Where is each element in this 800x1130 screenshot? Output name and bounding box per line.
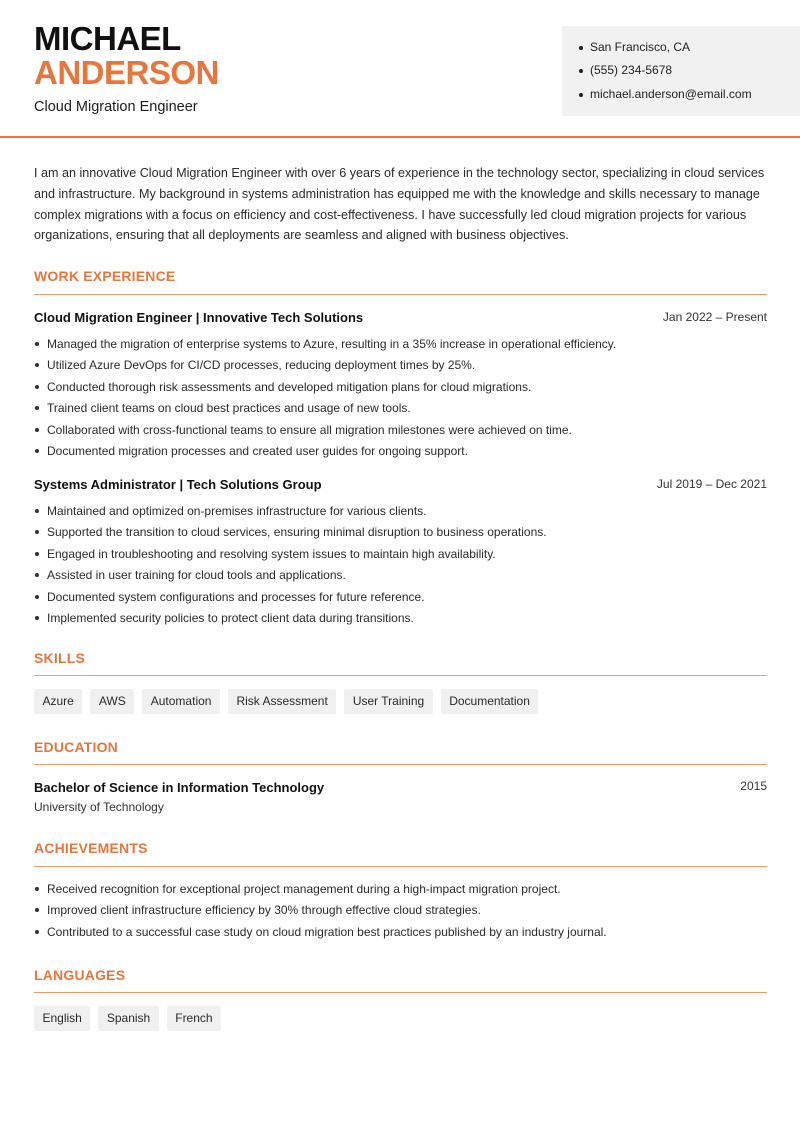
graduation-year: 2015 — [740, 779, 767, 793]
languages-tags — [34, 1006, 221, 1031]
language-tag: English — [34, 1006, 90, 1031]
contact-box — [562, 26, 800, 116]
job-dates: Jul 2019 – Dec 2021 — [656, 477, 767, 491]
education-entry — [34, 779, 767, 814]
contact-phone: (555) 234-5678 — [590, 63, 673, 77]
skill-tag: User Training — [344, 689, 432, 714]
resume-header — [0, 0, 800, 138]
job-title: Cloud Migration Engineer — [34, 99, 198, 115]
skill-tag: Documentation — [441, 689, 539, 714]
education-heading: EDUCATION — [34, 739, 118, 755]
section-divider — [34, 764, 767, 765]
list-item: Engaged in troubleshooting and resolving system issues to maintain high availability. — [34, 546, 767, 567]
school-name: University of Technology — [34, 800, 164, 814]
skill-tag: Automation — [142, 689, 220, 714]
contact-email: michael.anderson@email.com — [590, 87, 752, 101]
section-divider — [34, 992, 767, 993]
work-experience-heading: WORK EXPERIENCE — [34, 268, 176, 284]
candidate-name — [34, 22, 219, 90]
list-item: Trained client teams on cloud best practices and usage of new tools. — [34, 400, 767, 421]
languages-heading: LANGUAGES — [34, 967, 126, 983]
achievements-heading: ACHIEVEMENTS — [34, 840, 148, 856]
list-item: Documented system configurations and processes for future reference. — [34, 589, 767, 610]
list-item: Collaborated with cross-functional teams to ensure all migration milestones were achieved on time. — [34, 422, 767, 443]
list-item: Maintained and optimized on-premises infrastructure for various clients. — [34, 503, 767, 524]
section-divider — [34, 675, 767, 676]
skills-heading: SKILLS — [34, 650, 85, 666]
summary-paragraph: I am an innovative Cloud Migration Engineer with over 6 years of experience in the technology sector, specializing in cloud services and infrastructure. My background in systems administration has equipped me with the knowledge and skills necessary to manage complex migrations with a focus on efficiency and cost-effectiveness. I have successfully led cloud migration projects for various organizations, ensuring that all deployments are seamless and aligned with business objectives. — [34, 166, 765, 243]
achievements-list — [34, 881, 767, 945]
skills-tags — [34, 689, 538, 714]
job-bullets — [34, 503, 767, 631]
job-dates: Jan 2022 – Present — [662, 310, 767, 324]
list-item: Utilized Azure DevOps for CI/CD processes, reducing deployment times by 25%. — [34, 357, 767, 378]
list-item: Supported the transition to cloud services, ensuring minimal disruption to business operations. — [34, 524, 767, 545]
skill-tag: Risk Assessment — [228, 689, 336, 714]
job-role: Cloud Migration Engineer | Innovative Tech Solutions — [34, 310, 364, 325]
list-item: Received recognition for exceptional project management during a high-impact migration project. — [34, 881, 767, 902]
list-item: Assisted in user training for cloud tools and applications. — [34, 567, 767, 588]
list-item: Managed the migration of enterprise systems to Azure, resulting in a 35% increase in operational efficiency. — [34, 336, 767, 357]
list-item: Documented migration processes and created user guides for ongoing support. — [34, 443, 767, 464]
language-tag: Spanish — [98, 1006, 158, 1031]
contact-location: San Francisco, CA — [590, 40, 691, 54]
section-divider — [34, 866, 767, 867]
list-item: Implemented security policies to protect client data during transitions. — [34, 610, 767, 631]
job-header — [34, 310, 767, 325]
job-role: Systems Administrator | Tech Solutions Group — [34, 477, 322, 492]
skill-tag: AWS — [90, 689, 134, 714]
list-item: Conducted thorough risk assessments and developed mitigation plans for cloud migrations. — [34, 379, 767, 400]
first-name: MICHAEL — [34, 20, 181, 57]
last-name: ANDERSON — [34, 54, 219, 91]
skill-tag: Azure — [34, 689, 82, 714]
job-bullets — [34, 336, 767, 464]
list-item: Contributed to a successful case study on cloud migration best practices published by an industry journal. — [34, 924, 767, 945]
job-header — [34, 477, 767, 492]
language-tag: French — [167, 1006, 221, 1031]
section-divider — [34, 294, 767, 295]
list-item: Improved client infrastructure efficiency by 30% through effective cloud strategies. — [34, 902, 767, 923]
degree: Bachelor of Science in Information Technology — [34, 780, 325, 795]
